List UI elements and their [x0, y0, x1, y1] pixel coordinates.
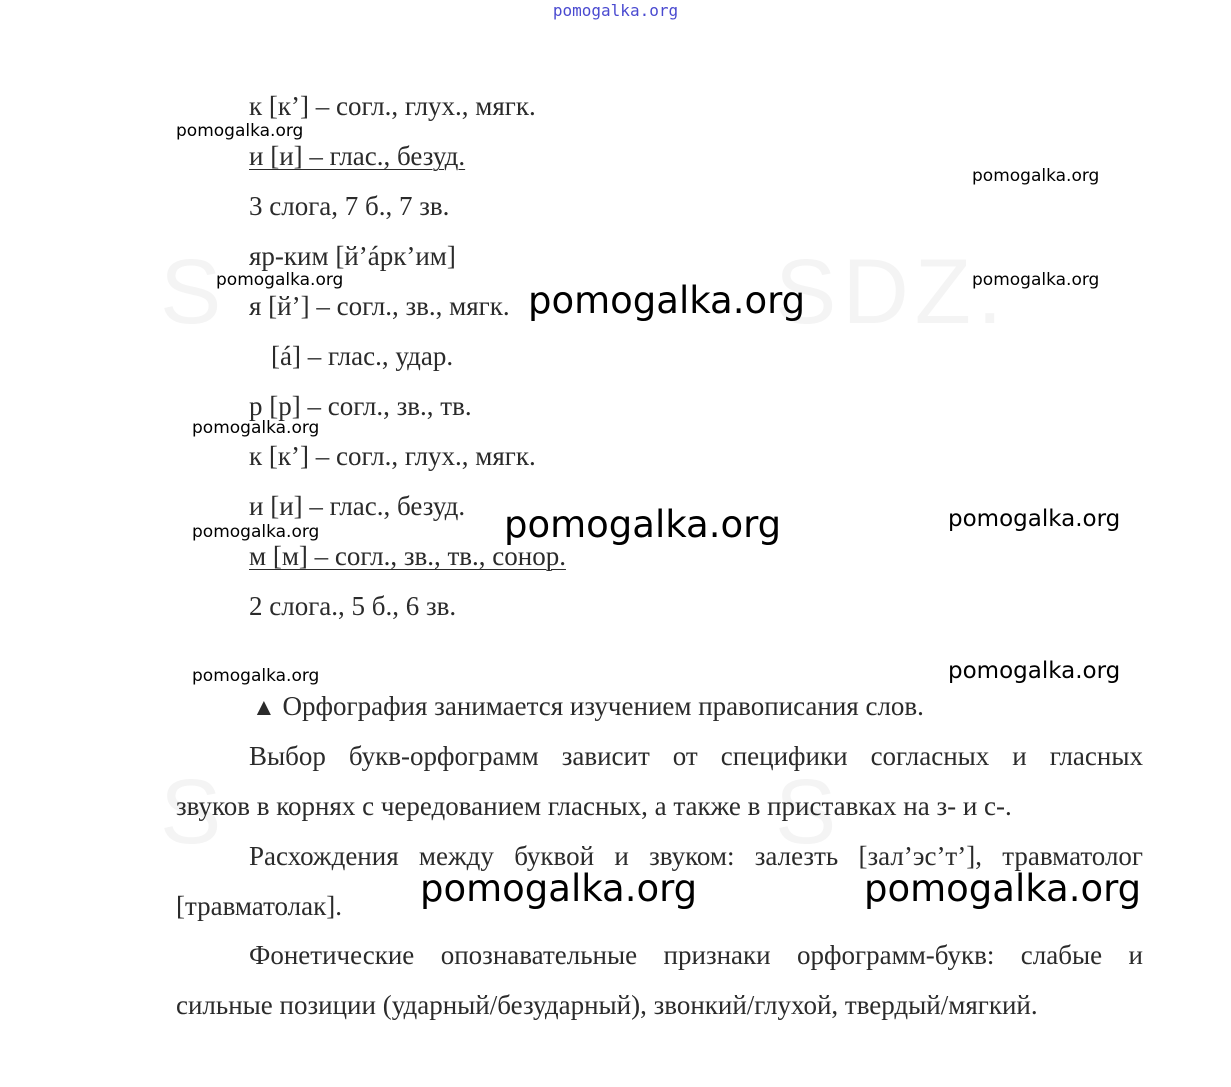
background-mark: S	[160, 241, 228, 343]
phonetic-line: к [к’] – согл., глух., мягк.	[249, 91, 536, 121]
syllable-summary: 3 слога, 7 б., 7 зв.	[249, 191, 450, 221]
phonetic-line: и [и] – глас., безуд.	[249, 141, 466, 171]
syllable-summary: 2 слога., 5 б., 6 зв.	[249, 591, 457, 621]
phonetic-line: я [й’] – согл., зв., мягк.	[249, 291, 510, 321]
phonetic-line: [á] – глас., удар.	[271, 341, 454, 371]
background-mark: S	[775, 761, 843, 863]
watermark: pomogalka.org	[864, 867, 1142, 910]
watermark: pomogalka.org	[948, 506, 1121, 532]
watermark: pomogalka.org	[528, 279, 806, 322]
phonetic-line: к [к’] – согл., глух., мягк.	[249, 441, 536, 471]
watermark: pomogalka.org	[192, 666, 320, 686]
watermark: pomogalka.org	[948, 658, 1121, 684]
watermark: pomogalka.org	[176, 121, 304, 141]
watermark: pomogalka.org	[192, 522, 320, 542]
watermark: pomogalka.org	[420, 867, 698, 910]
watermark: pomogalka.org	[972, 270, 1100, 290]
paragraph-line: Расхождения между буквой и звуком: залезть [зал’эс’т’], травматолог	[249, 841, 1143, 871]
paragraph-line: Выбор букв-орфограмм зависит от специфики согласных и гласных	[249, 741, 1143, 771]
watermark: pomogalka.org	[192, 418, 320, 438]
watermark: pomogalka.org	[504, 503, 782, 546]
word-transcription: яр-ким [й’áрк’им]	[249, 241, 456, 271]
paragraph-line: сильные позиции (ударный/безударный), звонкий/глухой, твердый/мягкий.	[176, 990, 1038, 1020]
triangle-icon: ▲	[252, 695, 276, 721]
phonetic-line: и [и] – глас., безуд.	[249, 491, 466, 521]
rule-text: Орфография занимается изучением правописания слов.	[282, 691, 924, 721]
background-mark: S	[160, 761, 228, 863]
background-mark: SDZ.	[775, 241, 1009, 343]
watermark: pomogalka.org	[216, 270, 344, 290]
paragraph-line: звуков в корнях с чередованием гласных, а также в приставках на з- и с-.	[176, 791, 1012, 821]
rule-line	[252, 690, 924, 724]
paragraph-line: Фонетические опознавательные признаки орфограмм-букв: слабые и	[249, 940, 1143, 970]
phonetic-line: р [р] – согл., зв., тв.	[249, 391, 472, 421]
paragraph-line: [травматолак].	[176, 891, 342, 921]
watermark: pomogalka.org	[972, 166, 1100, 186]
phonetic-line: м [м] – согл., зв., тв., сонор.	[249, 541, 566, 571]
header-link[interactable]: pomogalka.org	[552, 1, 679, 20]
